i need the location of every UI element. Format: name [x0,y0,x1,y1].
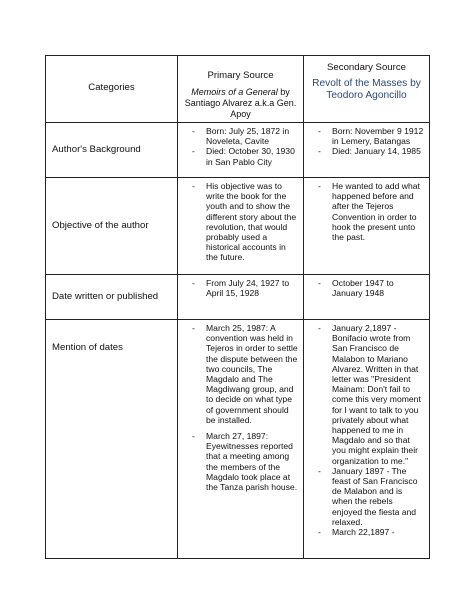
list-item: - Born: July 25, 1872 in Noveleta, Cavite [192,126,290,147]
bullet-dash: - [192,181,195,191]
bullet-dash: - [318,126,321,136]
table-header-row [46,56,430,123]
header-categories: Categories [88,82,135,93]
table-row [46,275,430,320]
list-item: - January 1897 - The feast of San Francisco de Malabon and is when the rebels enjoyed the fiesta and relaxed. [318,465,418,527]
category-author-background: Author's Background [52,144,141,155]
secondary-date-list [304,275,429,298]
header-primary-cell [178,56,304,123]
secondary-mention-list [304,320,429,537]
secondary-background-list [304,123,429,157]
category-objective: Objective of the author [52,220,149,231]
bullet-dash: - [318,527,321,538]
bullet-dash: - [192,278,195,288]
header-secondary-label: Secondary Source [327,62,406,73]
header-primary-title [178,81,303,120]
primary-date-list [178,275,303,298]
secondary-cell [304,275,430,320]
primary-cell [178,320,304,559]
list-item: - He wanted to add what happened before and after the Tejeros Convention in order to hook the present unto the past. [318,181,420,243]
list-item: - January 2,1897 - Bonifacio wrote from San Francisco de Malabon to Mariano Alvarez. Written in that letter was "President Mainam: Don't fail to come this very moment for I want to talk to you privately about what happened to me in Magdalo and so that you might explain their organization to me." [318,323,421,466]
header-primary-label: Primary Source [207,70,274,81]
bullet-dash: - [318,181,321,191]
header-categories-cell [46,56,178,123]
primary-cell [178,123,304,178]
secondary-objective-list [304,178,429,242]
list-item: - From July 24, 1927 to April 15, 1928 [192,278,290,299]
header-secondary-title: Revolt of the Masses by Teodoro Agoncillo [312,78,421,101]
table-row [46,320,430,559]
list-item: - March 25, 1987: A convention was held in Tejeros in order to settle the dispute between the two councils, The Magdalo and The Magdiwang group, and to decide on what type of government should be installed. [192,323,298,425]
primary-book-author: by Santiago Alvarez a.k.a Gen. Apoy [184,87,297,119]
primary-cell [178,275,304,320]
list-item: - March 27, 1897: Eyewitnesses reported that a meeting among the members of the Magdalo took place at the Tanza parish house. [192,431,298,493]
comparison-table [45,55,430,559]
category-cell [46,123,178,178]
bullet-dash: - [192,323,195,333]
list-item: - October 1947 to January 1948 [318,278,394,299]
bullet-dash: - [318,278,321,288]
list-item: - His objective was to write the book for the youth and to show the different story about the revolution, that would probably used a historical accounts in the future. [192,181,297,263]
primary-cell [178,178,304,275]
header-secondary-cell [304,56,430,123]
bullet-dash: - [192,431,195,442]
category-date-written: Date written or published [52,291,159,302]
category-cell [46,320,178,559]
primary-background-list [178,123,303,167]
secondary-cell [304,320,430,559]
list-item: - Died: October 30, 1930 in San Pablo City [192,146,295,167]
bullet-dash: - [192,146,195,157]
bullet-dash: - [318,146,321,157]
category-mention-dates: Mention of dates [52,342,123,353]
category-cell [46,178,178,275]
list-item: - March 22,1897 - [318,527,395,538]
bullet-dash: - [318,323,321,333]
bullet-dash: - [192,126,195,136]
bullet-dash: - [318,465,321,476]
primary-book-title: Memoirs of a General [191,87,278,97]
list-item: - Born: November 9 1912 in Lemery, Batangas [318,126,424,147]
category-cell [46,275,178,320]
table-row [46,123,430,178]
list-item: - Died: January 14, 1985 [318,146,421,157]
table-row [46,178,430,275]
secondary-cell [304,178,430,275]
secondary-cell [304,123,430,178]
primary-mention-list [178,320,303,492]
primary-objective-list [178,178,303,263]
